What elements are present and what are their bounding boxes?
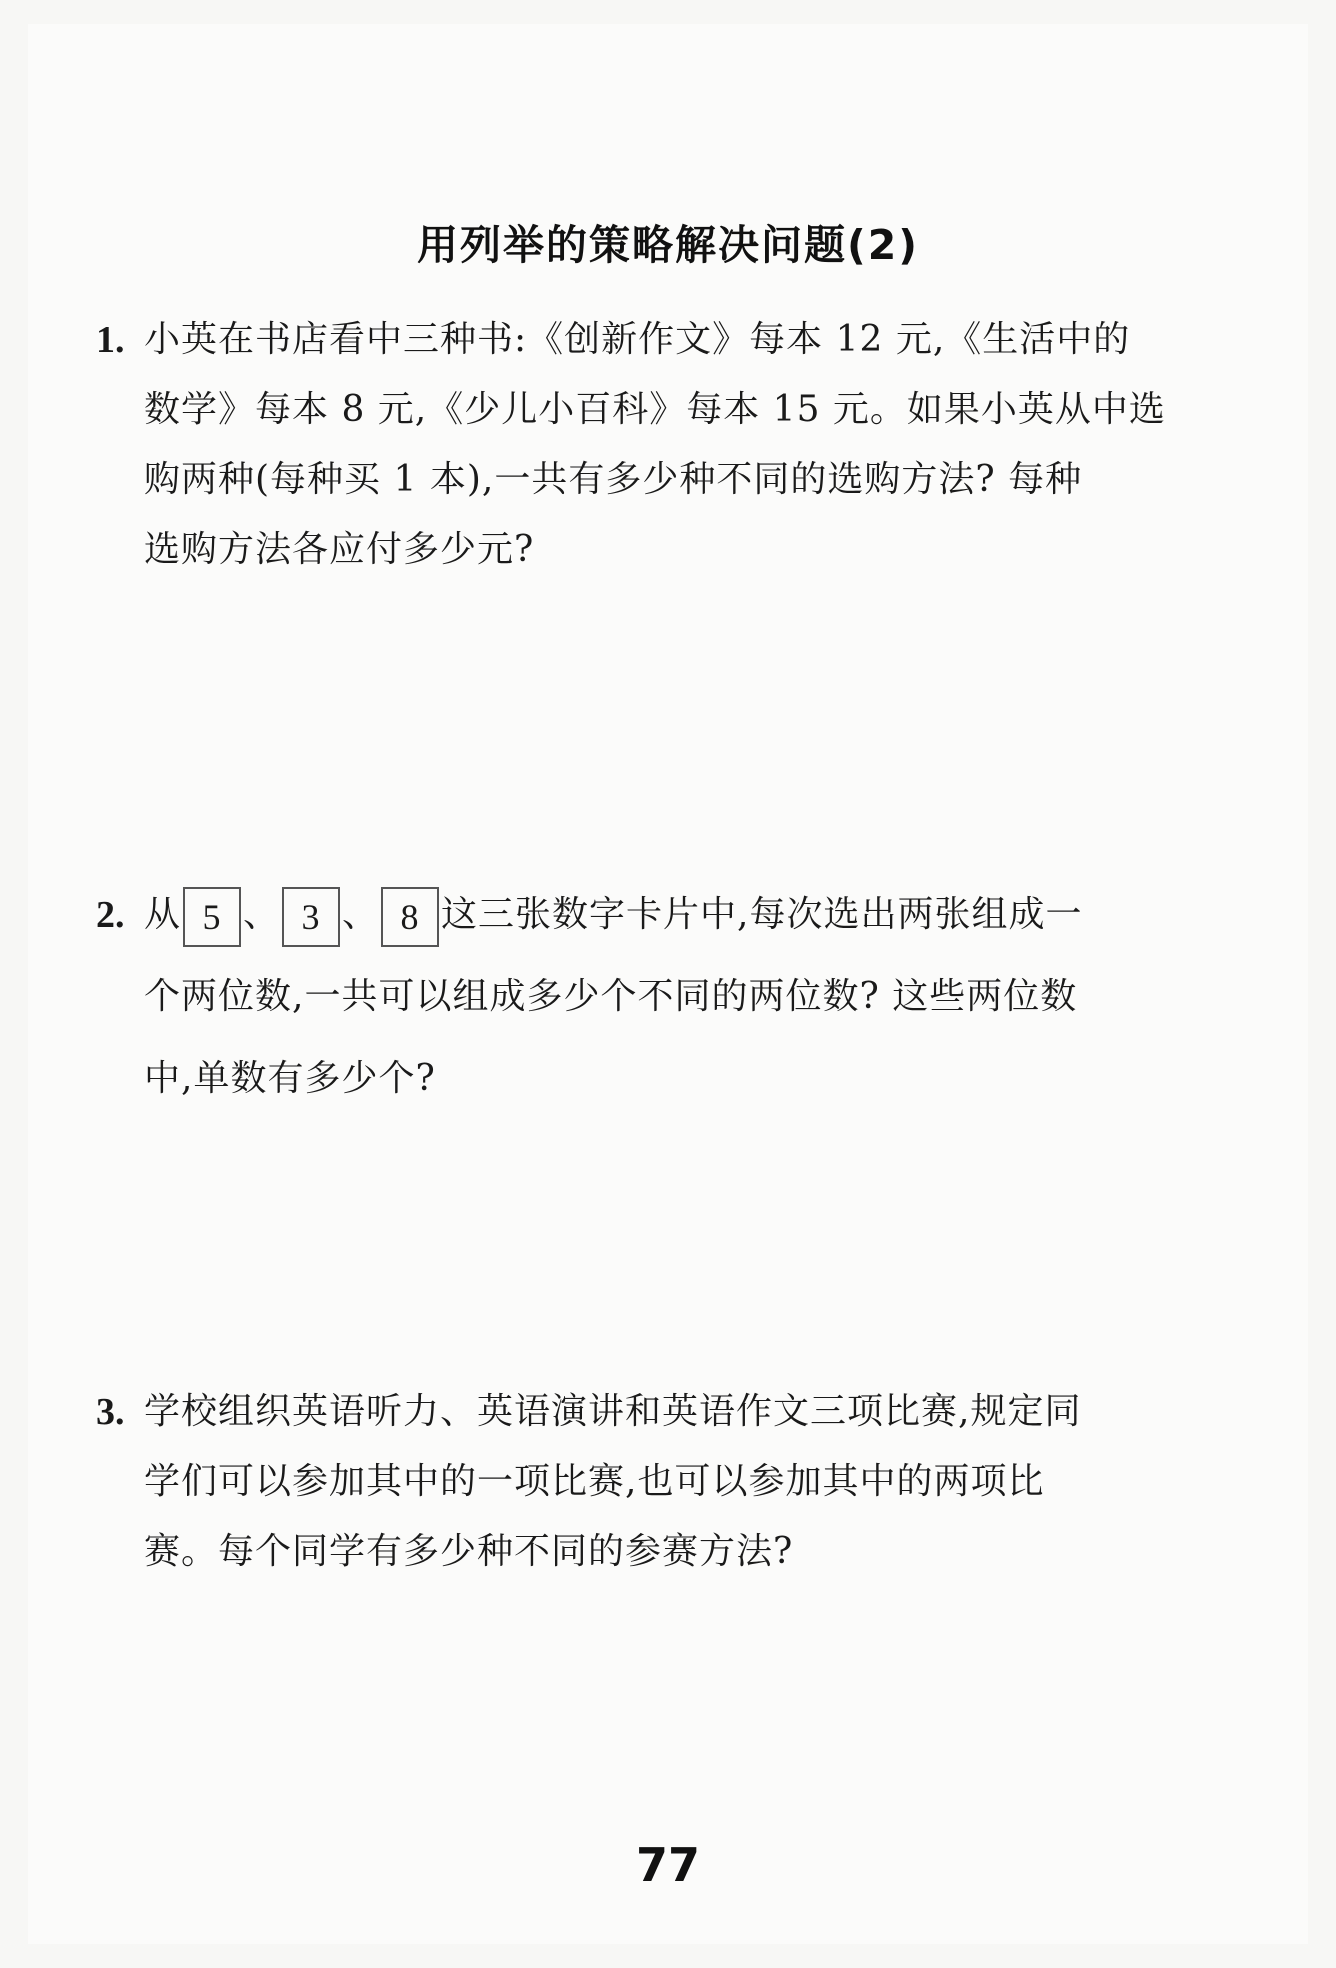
- text-line: 中,单数有多少个?: [144, 1058, 436, 1099]
- digit-card-8: 8: [381, 887, 439, 947]
- digit-card-5: 5: [183, 887, 241, 947]
- text-prefix: 从: [144, 894, 182, 935]
- text-line: 赛。每个同学有多少种不同的参赛方法?: [144, 1531, 794, 1572]
- text-line: 选购方法各应付多少元?: [144, 529, 535, 570]
- text-line: 学们可以参加其中的一项比赛,也可以参加其中的两项比: [144, 1461, 1045, 1502]
- digit-card-3: 3: [282, 887, 340, 947]
- text-line-with-cards: [144, 874, 1206, 956]
- page-title: 用列举的策略解决问题(2): [416, 221, 919, 269]
- text-line: 购两种(每种买 1 本),一共有多少种不同的选购方法? 每种: [144, 459, 1083, 500]
- separator: 、: [243, 894, 281, 935]
- text-line: 数学》每本 8 元,《少儿小百科》每本 15 元。如果小英从中选: [144, 389, 1166, 430]
- problem-number: 3.: [96, 1391, 125, 1433]
- problem-text: [144, 1377, 1206, 1587]
- problem-number: 2.: [96, 894, 125, 936]
- text-line: 个两位数,一共可以组成多少个不同的两位数? 这些两位数: [144, 976, 1078, 1017]
- problem-text: [144, 305, 1206, 585]
- page-number: 77: [635, 1838, 700, 1892]
- problem-text: [144, 874, 1206, 1120]
- text-suffix: 这三张数字卡片中,每次选出两张组成一: [441, 894, 1083, 935]
- text-line: 小英在书店看中三种书:《创新作文》每本 12 元,《生活中的: [144, 319, 1131, 360]
- problem-number: 1.: [96, 319, 125, 361]
- text-line: 学校组织英语听力、英语演讲和英语作文三项比赛,规定同: [144, 1391, 1082, 1432]
- separator: 、: [342, 894, 380, 935]
